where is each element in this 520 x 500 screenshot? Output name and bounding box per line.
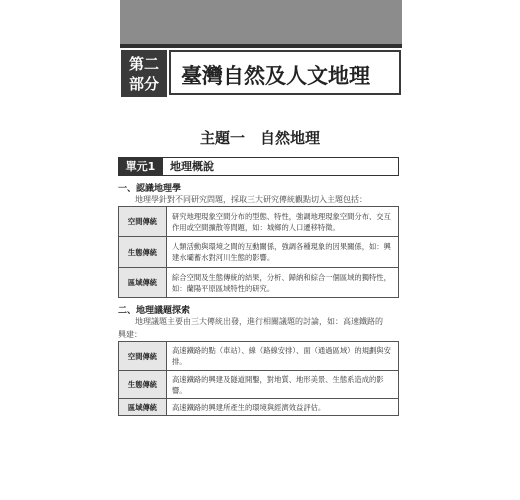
row-description: 高速鐵路的興建所產生的環境與經濟效益評估。 — [167, 399, 399, 416]
part-title: 臺灣自然及人文地理 — [181, 64, 370, 88]
unit-tag: 單元1 — [118, 157, 163, 176]
row-label: 生態傳統 — [119, 237, 167, 268]
row-label: 空間傳統 — [119, 207, 167, 237]
section-intro-line: 興建： — [118, 330, 142, 339]
row-description: 研究地理現象空間分布的型態、特性，強調地理現象空間分布、交互作用或空間擴散等問題，如：城鄉的人口遷移特徵。 — [167, 207, 399, 237]
table-row — [119, 399, 399, 416]
section-heading: 二、地理議題探索 — [118, 306, 191, 316]
part-badge-line1: 第二 — [128, 54, 159, 73]
table-row — [119, 207, 399, 237]
topic-title: 主題一 自然地理 — [199, 129, 320, 147]
row-label: 生態傳統 — [119, 371, 167, 399]
unit-title: 地理概說 — [170, 160, 214, 173]
part-badge — [121, 50, 167, 97]
table-row — [119, 237, 399, 268]
section-heading: 一、認識地理學 — [118, 184, 182, 194]
section-intro-line: 地理議題主要由三大傳統出發，進行相關議題的討論，如：高速鐵路的 — [135, 317, 383, 326]
railway-issue-table — [118, 341, 399, 416]
traditions-table — [118, 206, 399, 298]
header-divider — [120, 44, 402, 48]
row-label: 區域傳統 — [119, 268, 167, 298]
part-badge-line2: 部分 — [128, 74, 159, 93]
table-row — [119, 268, 399, 298]
row-description: 高速鐵路的點（車站）、線（路線安排）、面（通過區域）的規劃與安排。 — [167, 342, 399, 371]
row-label: 區域傳統 — [119, 399, 167, 416]
header-band — [120, 0, 402, 44]
row-description: 高速鐵路的興建及隧道開鑿，對地質、地形美景、生態系造成的影響。 — [167, 371, 399, 399]
row-description: 綜合空間及生態傳統的結果，分析、歸納和綜合一個區域的獨特性，如：蘭陽平原區域特性的研究。 — [167, 268, 399, 298]
table-row — [119, 342, 399, 371]
table-row — [119, 371, 399, 399]
row-description: 人類活動與環境之間的互動關係，強調各種現象的因果關係，如：興建水壩蓄水對河川生態的影響。 — [167, 237, 399, 268]
row-label: 空間傳統 — [119, 342, 167, 371]
section-intro: 地理學針對不同研究問題，採取三大研究傳統觀點切入主題包括： — [135, 195, 367, 204]
